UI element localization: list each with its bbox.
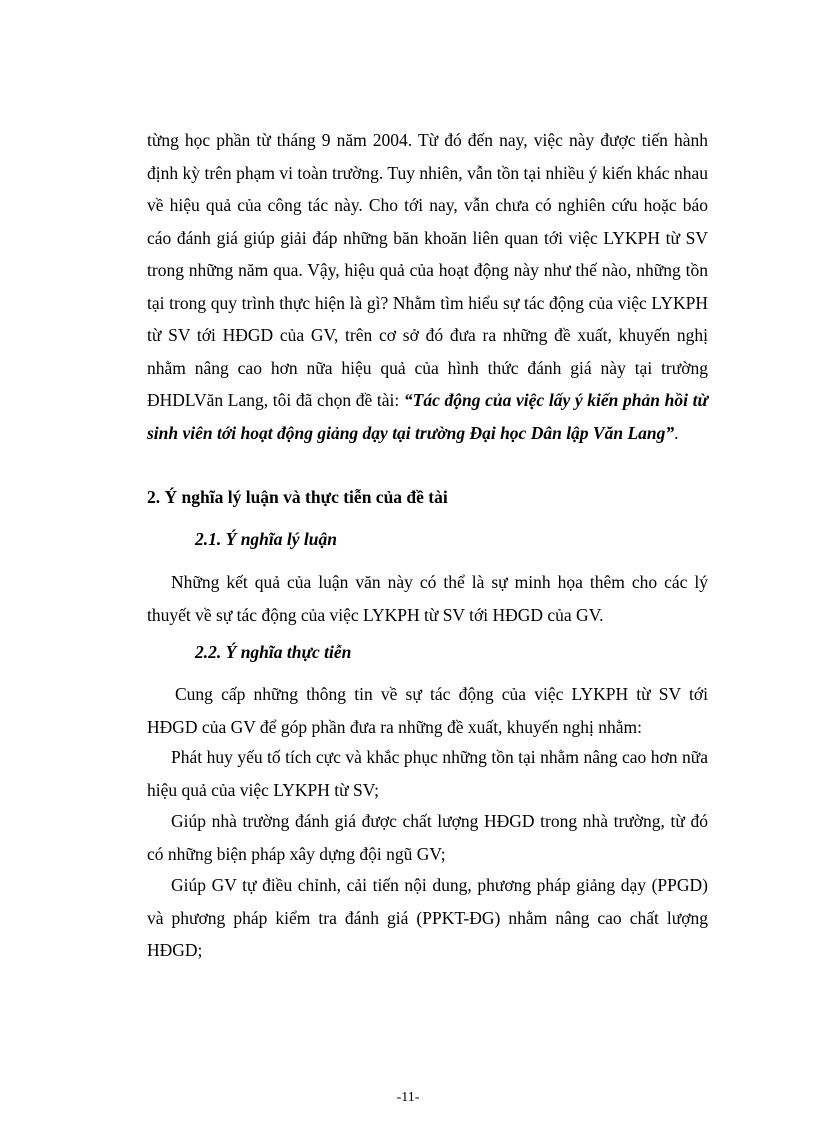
- thesis-title-emphasis: “Tác động của việc lấy ý kiến phản hồi từ sinh viên tới hoạt động giảng dạy tại trường Đại học Dân lập Văn Lang”: [147, 390, 708, 443]
- intro-paragraph-text: từng học phần từ tháng 9 năm 2004. Từ đó đến nay, việc này được tiến hành định kỳ trên phạm vi toàn trường. Tuy nhiên, vẫn tồn tại nhiều ý kiến khác nhau về hiệu quả của công tác này. Cho tới nay, vẫn chưa có nghiên cứu hoặc báo cáo đánh giá giúp giải đáp những băn khoăn liên quan tới việc LYKPH từ SV trong những năm qua. Vậy, hiệu quả của hoạt động này như thế nào, những tồn tại trong quy trình thực hiện là gì? Nhằm tìm hiểu sự tác động của việc LYKPH từ SV tới HĐGD của GV, trên cơ sở đó đưa ra những đề xuất, khuyến nghị nhằm nâng cao hơn nữa hiệu quả của hình thức đánh giá này tại trường ĐHDLVăn Lang, tôi đã chọn đề tài:: [147, 130, 708, 410]
- subsection-2-2-intro: Cung cấp những thông tin về sự tác động của việc LYKPH từ SV tới HĐGD của GV để góp phần đưa ra những đề xuất, khuyến nghị nhằm:: [147, 684, 708, 737]
- list-item-1: Phát huy yếu tố tích cực và khắc phục những tồn tại nhằm nâng cao hơn nữa hiệu quả của việc LYKPH từ SV;: [147, 747, 708, 800]
- intro-paragraph: [147, 124, 708, 449]
- list-item-3: Giúp GV tự điều chỉnh, cải tiến nội dung, phương pháp giảng dạy (PPGD) và phương pháp kiểm tra đánh giá (PPKT-ĐG) nhằm nâng cao chất lượng HĐGD;: [147, 875, 708, 960]
- page-number: -11-: [396, 1090, 420, 1105]
- subsection-2-1-heading: 2.1. Ý nghĩa lý luận: [195, 529, 337, 549]
- subsection-2-2-heading: 2.2. Ý nghĩa thực tiễn: [195, 642, 352, 662]
- intro-paragraph-ending: .: [674, 422, 679, 443]
- subsection-2-1-paragraph: Những kết quả của luận văn này có thể là sự minh họa thêm cho các lý thuyết về sự tác động của việc LYKPH từ SV tới HĐGD của GV.: [147, 572, 708, 625]
- section-2-heading: 2. Ý nghĩa lý luận và thực tiễn của đề tài: [147, 487, 448, 507]
- list-item-2: Giúp nhà trường đánh giá được chất lượng HĐGD trong nhà trường, từ đó có những biện pháp xây dựng đội ngũ GV;: [147, 811, 708, 864]
